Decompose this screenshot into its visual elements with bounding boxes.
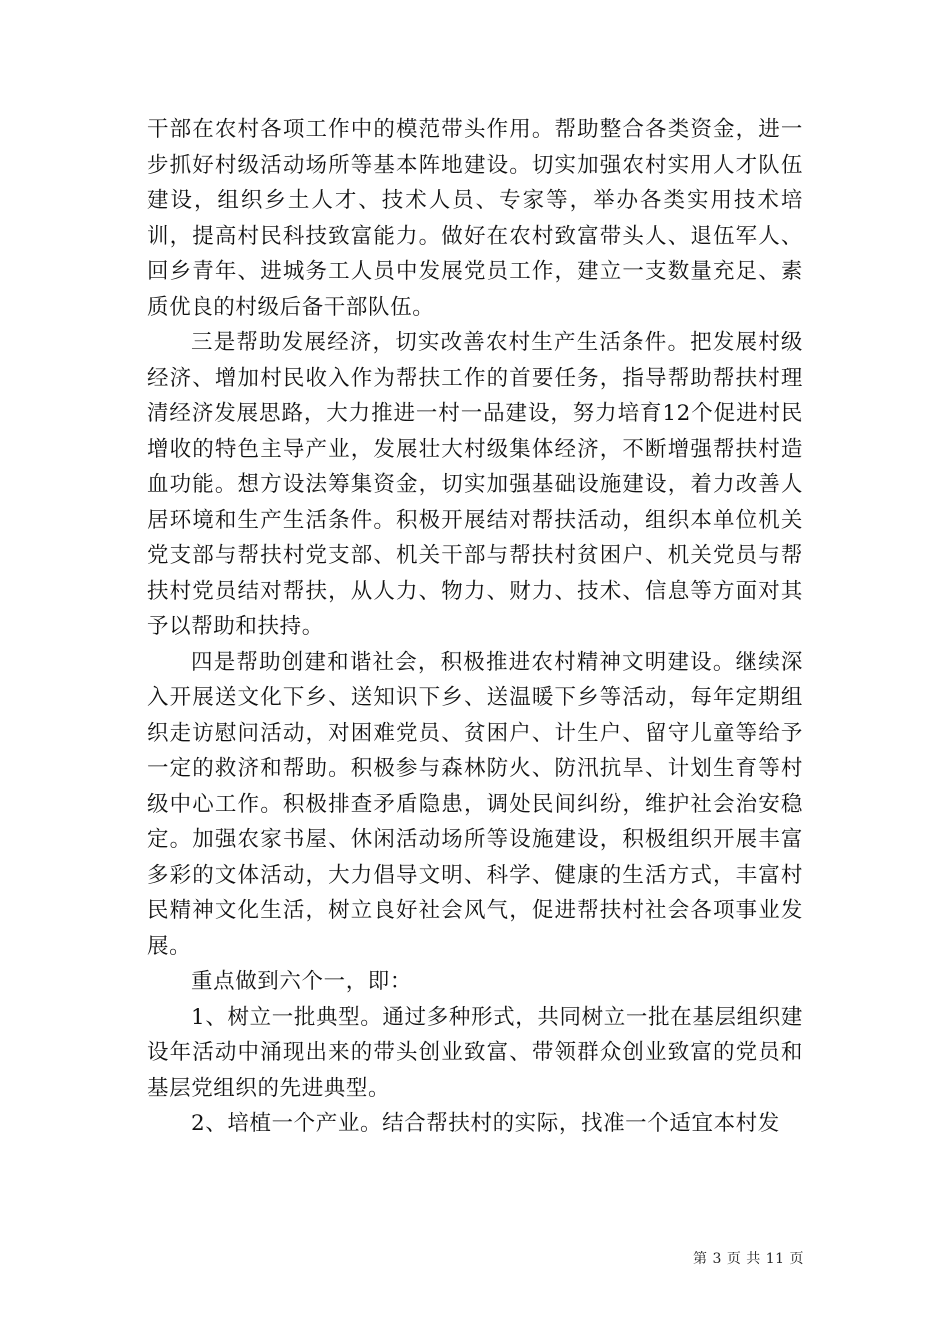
document-body <box>147 112 803 1142</box>
paragraph-item-2: 2、培植一个产业。结合帮扶村的实际，找准一个适宜本村发 <box>191 1111 780 1136</box>
page-number-footer: 第 3 页 共 11 页 <box>693 1251 804 1267</box>
paragraph-harmonious-society: 四是帮助创建和谐社会，积极推进农村精神文明建设。继续深入开展送文化下乡、送知识下乡、送温暖下乡等活动，每年定期组织走访慰问活动，对困难党员、贫困户、计生户、留守儿童等给予一定的救济和帮助。积极参与森林防火、防汛抗旱、计划生育等村级中心工作。积极排查矛盾隐患，调处民间纠纷，维护社会治安稳定。加强农家书屋、休闲活动场所等设施建设，积极组织开展丰富多彩的文体活动，大力倡导文明、科学、健康的生活方式，丰富村民精神文化生活，树立良好社会风气，促进帮扶村社会各项事业发展。 <box>147 649 803 959</box>
paragraph-continuation: 干部在农村各项工作中的模范带头作用。帮助整合各类资金，进一步抓好村级活动场所等基本阵地建设。切实加强农村实用人才队伍建设，组织乡土人才、技术人员、专家等，举办各类实用技术培训，提高村民科技致富能力。做好在农村致富带头人、退伍军人、回乡青年、进城务工人员中发展党员工作，建立一支数量充足、素质优良的村级后备干部队伍。 <box>147 117 803 320</box>
paragraph-item-1: 1、树立一批典型。通过多种形式，共同树立一批在基层组织建设年活动中涌现出来的带头创业致富、带领群众创业致富的党员和基层党组织的先进典型。 <box>147 1004 803 1101</box>
paragraph-economic-development: 三是帮助发展经济，切实改善农村生产生活条件。把发展村级经济、增加村民收入作为帮扶工作的首要任务，指导帮助帮扶村理清经济发展思路，大力推进一村一品建设，努力培育12个促进村民增收的特色主导产业，发展壮大村级集体经济，不断增强帮扶村造血功能。想方设法筹集资金，切实加强基础设施建设，着力改善人居环境和生产生活条件。积极开展结对帮扶活动，组织本单位机关党支部与帮扶村党支部、机关干部与帮扶村贫困户、机关党员与帮扶村党员结对帮扶，从人力、物力、财力、技术、信息等方面对其予以帮助和扶持。 <box>147 330 803 639</box>
paragraph-six-ones-intro: 重点做到六个一，即： <box>191 969 413 994</box>
